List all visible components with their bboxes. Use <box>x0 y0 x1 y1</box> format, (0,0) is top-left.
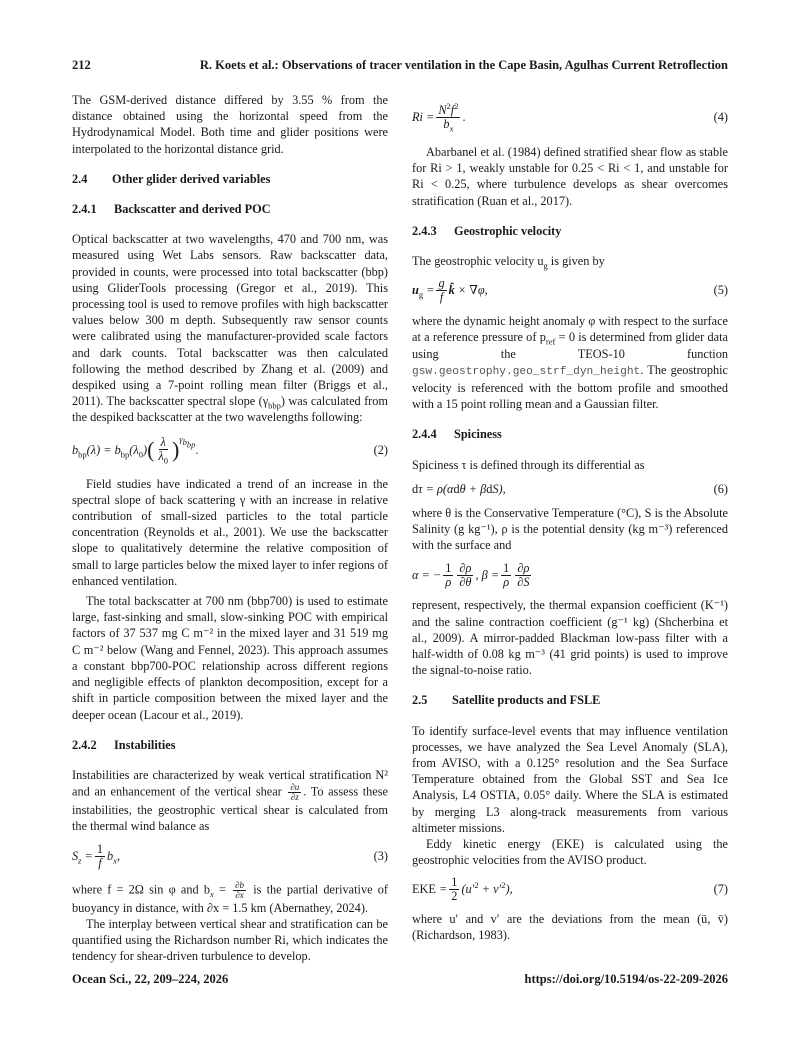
paragraph-geostrophic-2: where the dynamic height anomaly φ with respect to the surface at a reference pressure of $p_{ref} = 0$ is determined from glider data using the TEOS-10 function gsw.geostrophy.geo_strf_dyn_height. The geostrophic velocity is referenced with the bottom profile and smoothed with a 15 point rolling mean and a Gaussian filter. <box>412 314 729 412</box>
section-heading-2-4 <box>72 171 388 187</box>
paragraph-instabilities-1: Instabilities are characterized by weak vertical stratification N² and an enhancement of the vertical shear $\frac{\partial u}{\partial z}$ . To assess these instabilities, the geostrophic vertical shear is calculated from the thermal wind balance as <box>72 767 389 834</box>
equation-4: Ri = $\frac{N^2f^2}{b_x}$ . (4) <box>412 100 728 133</box>
paragraph-spiciness-2: where θ is the Conservative Temperature (°C), S is the Absolute Salinity (g kg⁻¹), ρ is the potential density (kg m⁻³) referenced with the surface and <box>412 505 728 553</box>
journal-citation: Ocean Sci., 22, 209–224, 2026 <box>72 972 229 986</box>
section-number: 2.4 <box>72 171 88 186</box>
subsection-title: Geostrophic velocity <box>454 223 562 238</box>
paragraph-satellite-2: Eddy kinetic energy (EKE) is calculated using the geostrophic velocities from the AVISO product. <box>412 837 728 868</box>
page-header <box>72 58 728 80</box>
paragraph-satellite-3: where u′ and v′ are the deviations from the mean (ū, v̄) (Richardson, 1983). <box>412 911 728 942</box>
equation-5: $u_g$ = $\frac{g}{f}$ k̂ × ∇φ, (5) <box>412 275 728 304</box>
equation-number: (5) <box>713 283 728 298</box>
paragraph-geostrophic-1: The geostrophic velocity $u_g$ is given by <box>412 254 605 271</box>
subsection-number: 2.4.1 <box>72 202 97 217</box>
section-number: 2.5 <box>412 693 428 708</box>
section-title: Other glider derived variables <box>112 171 271 186</box>
paragraph-instabilities-2: where f = 2Ω sin φ and $b_x$ = $\frac{\partial b}{\partial x}$ is the partial derivative of buoyancy in distance, with ∂x = 1.5 km (Abernathey, 2024). <box>72 879 388 915</box>
paragraph-spiciness-3: represent, respectively, the thermal expansion coefficient (K⁻¹) and the saline contraction coefficient (g⁻¹ kg) (Shcherbina et al., 2009). A mirror-padded Blackman low-pass filter with a half-width of 0.08 kg m⁻³ (41 grid points) is used to improve the signal-to-noise ratio. <box>412 598 728 678</box>
equation-number: (4) <box>713 109 728 124</box>
page-footer <box>72 972 728 990</box>
paragraph-richardson: Abarbanel et al. (1984) defined stratified shear flow as stable for Ri > 1, weakly unstable for 0.25 < Ri < 1, and unstable for Ri < 0.25, where turbulence develops as shear overcomes stratification (Ruan et al., 2017). <box>412 145 728 208</box>
subsection-heading-2-4-1 <box>72 201 388 217</box>
section-heading-2-5 <box>412 692 728 708</box>
equation-alpha-beta: α = − $\frac{1}{\rho}$ $\frac{\partial\rho}{\partial\theta}$ , β = $\frac{1}{\rho}$ $\frac{\partial\rho}{\partial S}$ <box>412 560 530 589</box>
subsection-number: 2.4.2 <box>72 737 97 752</box>
paragraph-backscatter-3: The total backscatter at 700 nm (bbp700) is used to estimate large, fast-sinking and small, slow-sinking POC with empirical factors of 37 537 mg C m⁻² in the mixed layer and 31 519 mg C m⁻² below (Wang and Fennel, 2023). This approach assumes a constant bbp700-POC relationship across different regions and negligible effects of plankton decomposition, except for a shift in particle composition between the mixed layer and the deeper ocean (Lacour et al., 2019). <box>72 594 388 722</box>
paragraph-spiciness-1: Spiciness τ is defined through its differential as <box>412 457 645 472</box>
equation-number: (7) <box>713 882 728 897</box>
equation-2: $b_{bp}(\lambda) = b_{bp}(\lambda_0)$ ( $\frac{\lambda}{\lambda_0}$ ) $^{\gamma_{b_{bp}}}$ . (2) <box>72 433 388 466</box>
paragraph-intro: The GSM-derived distance differed by 3.55 % from the distance obtained using the horizontal speed from the Hydrodynamical Model. Both time and glider positions were interpolated to the horizontal distance grid. <box>72 93 388 156</box>
subsection-number: 2.4.4 <box>412 427 437 442</box>
code-function-name: gsw.geostrophy.geo_strf_dyn_height <box>412 365 641 378</box>
doi-link[interactable]: https://doi.org/10.5194/os-22-209-2026 <box>524 972 728 986</box>
left-column <box>72 92 388 964</box>
equation-number: (3) <box>373 849 388 864</box>
equation-3: $S_z$ = $\frac{1}{f}$ $b_x$, (3) <box>72 842 388 871</box>
equation-6: dτ = ρ(αdθ + βdS), (6) <box>412 481 728 496</box>
section-title: Satellite products and FSLE <box>452 693 601 708</box>
paragraph-backscatter-1: Optical backscatter at two wavelengths, 470 and 700 nm, was measured using Wet Labs sensors. Raw backscatter data, provided in counts, were processed into total backscatter (bbp) using GliderTools processing (Gregor et al., 2019). This processing tool is used to remove profiles with high backscatter values below 300 m depth. Subsequently raw sensor counts were calibrated using the manufacturer-provided scale factors and dark counts. Total backscatter was then calculated following the method described by Zhang et al. (2009) and despiked using a 7-point rolling mean filter (Briggs et al., 2011). The backscatter spectral slope $(\gamma_{bbp})$ was calculated from the despiked backscatter at the two wavelengths following: <box>72 232 388 425</box>
right-column <box>412 92 728 943</box>
subsection-title: Instabilities <box>114 737 176 752</box>
subsection-title: Spiciness <box>454 427 502 442</box>
paragraph-instabilities-3: The interplay between vertical shear and stratification can be quantified using the Richardson number Ri, which indicates the tendency for shear-driven turbulence to develop. <box>72 916 388 964</box>
subsection-heading-2-4-3 <box>412 223 728 239</box>
equation-number: (6) <box>713 481 728 496</box>
subsection-heading-2-4-2 <box>72 737 388 753</box>
paragraph-backscatter-2: Field studies have indicated a trend of an increase in the spectral slope of back scattering γ with an increase in relative contribution of small-sized particles to the total particle concentration (Reynolds et al., 2001). We use the backscatter slope to qualitatively determine the relative composition of small to large particles below the mixed layer to infer regions of enhanced ventilation. <box>72 476 388 588</box>
subsection-title: Backscatter and derived POC <box>114 202 271 217</box>
equation-number: (2) <box>373 442 388 457</box>
running-title: R. Koets et al.: Observations of tracer ventilation in the Cape Basin, Agulhas Current Retroflection <box>199 58 728 72</box>
page-number: 212 <box>72 58 91 72</box>
subsection-heading-2-4-4 <box>412 426 728 442</box>
subsection-number: 2.4.3 <box>412 223 437 238</box>
equation-7: EKE = $\frac{1}{2}$ $(u'^2 + v'^2)$, (7) <box>412 875 728 903</box>
paragraph-satellite-1: To identify surface-level events that may influence ventilation processes, we have analyzed the Sea Level Anomaly (SLA), from AVISO, with a 0.125° resolution and the Sea Surface Temperature obtained from the Global SST and Sea Ice Analysis, L4 OSTIA, 0.05° daily. Where the SLA is estimated by merging L3 along-track measurements from various altimeter missions. <box>412 723 728 835</box>
